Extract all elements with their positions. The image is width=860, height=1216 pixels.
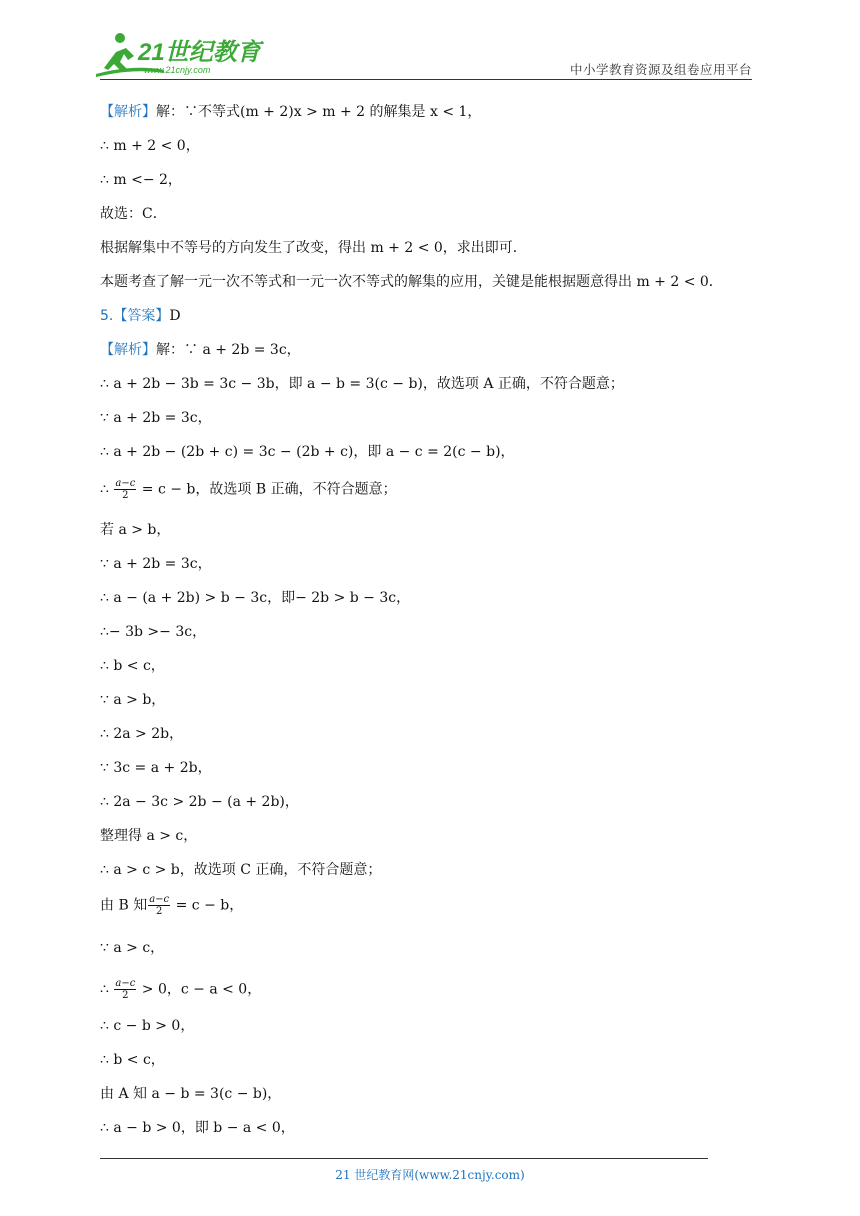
solution-line [100,102,481,122]
fraction-denominator: 2 [155,906,163,917]
solution-line [100,894,243,917]
line-text: ∴ a + 2b − 3b = 3c − 3b，即 a − b = 3(c − b)，故选项 A 正确，不符合题意； [100,376,624,392]
fraction [148,894,170,917]
line-text: 解：∵不等式(m + 2)x > m + 2 的解集是 x < 1， [156,104,482,120]
line-text: ∴ c − b > 0， [100,1018,195,1034]
solution-line [100,478,397,501]
solution-line [100,306,181,326]
line-text: 整理得 a > c， [100,828,198,844]
solution-line [100,170,182,190]
svg-text:21世纪教育: 21世纪教育 [138,39,261,66]
line-text: ∴ m <− 2， [100,172,182,188]
line-text: > 0，c − a < 0， [137,981,262,998]
line-text: ∴ [100,481,114,498]
line-text: ∴ 2a − 3c > 2b − (a + 2b)， [100,794,299,810]
line-text: D [169,308,181,324]
line-text: ∴ a + 2b − (2b + c) = 3c − (2b + c)，即 a − c = 2(c − b)， [100,444,515,460]
solution-line [100,792,299,812]
section-tag: 【解析】 [100,104,156,120]
line-text: 本题考查了解一元一次不等式和一元一次不等式的解集的应用，关键是能根据题意得出 m + 2 < 0． [100,274,723,290]
fraction-denominator: 2 [122,990,129,1001]
fraction [114,978,136,1001]
line-text: ∵ a + 2b = 3c， [100,556,212,572]
fraction-denominator: 2 [122,490,129,501]
fraction-numerator: a−c [115,478,136,489]
line-text: ∴ a − b > 0，即 b − a < 0， [100,1120,295,1136]
line-text: 解：∵ a + 2b = 3c， [156,342,301,358]
solution-line [100,1084,281,1104]
line-text: ∴ 2a > 2b， [100,726,184,742]
page-header [0,0,860,82]
fraction-numerator: a−c [149,894,170,905]
solution-line [100,1016,194,1036]
solution-line [100,588,410,608]
line-text: ∴ m + 2 < 0， [100,138,200,154]
line-text: 由 B 知 [100,897,148,914]
solution-line [100,340,301,360]
site-logo [94,30,264,80]
solution-line [100,1050,165,1070]
svg-text:www.21cnjy.com: www.21cnjy.com [144,65,211,75]
solution-line [100,1118,295,1138]
line-text: 若 a > b， [100,522,171,538]
line-text: = c − b， [171,897,244,914]
line-text: ∴ a − (a + 2b) > b − 3c，即− 2b > b − 3c， [100,590,411,606]
question-number: 5. [100,308,114,324]
solution-line [100,938,164,958]
solution-line [100,978,261,1001]
line-text: ∴ b < c， [100,658,165,674]
solution-line [100,136,200,156]
fraction-numerator: a−c [115,978,136,989]
line-text: 故选：C． [100,206,167,222]
line-text: ∵ a > c， [100,940,165,956]
line-text: ∴ [100,981,114,998]
fraction [114,478,136,501]
line-text: ∴ b < c， [100,1052,165,1068]
solution-line [100,408,212,428]
solution-line [100,272,723,292]
solution-line [100,724,183,744]
solution-line [100,520,170,540]
solution-line [100,204,167,224]
solution-line [100,826,197,846]
line-text: ∵ a > b， [100,692,166,708]
section-tag: 【答案】 [113,308,170,324]
solution-line [100,656,165,676]
solution-line [100,554,212,574]
line-text: ∵ a + 2b = 3c， [100,410,212,426]
line-text: 由 A 知 a − b = 3(c − b)， [100,1086,282,1102]
solution-line [100,860,381,880]
solution-line [100,238,527,258]
line-text: ∴− 3b >− 3c， [100,624,207,640]
section-tag: 【解析】 [100,342,156,358]
line-text: ∴ a > c > b，故选项 C 正确，不符合题意； [100,862,382,878]
solution-line [100,758,212,778]
platform-title: 中小学教育资源及组卷应用平台 [569,62,752,77]
header-divider [100,79,752,80]
solution-line [100,442,515,462]
footer-text: 21 世纪教育网(www.21cnjy.com) [335,1168,525,1182]
solution-line [100,374,624,394]
solution-line [100,690,165,710]
solution-line [100,622,206,642]
footer-divider [100,1158,708,1159]
line-text: 根据解集中不等号的方向发生了改变，得出 m + 2 < 0，求出即可． [100,240,527,256]
line-text: ∵ 3c = a + 2b， [100,760,212,776]
runner-logo-icon [94,30,264,80]
line-text: = c − b，故选项 B 正确，不符合题意； [137,481,397,498]
